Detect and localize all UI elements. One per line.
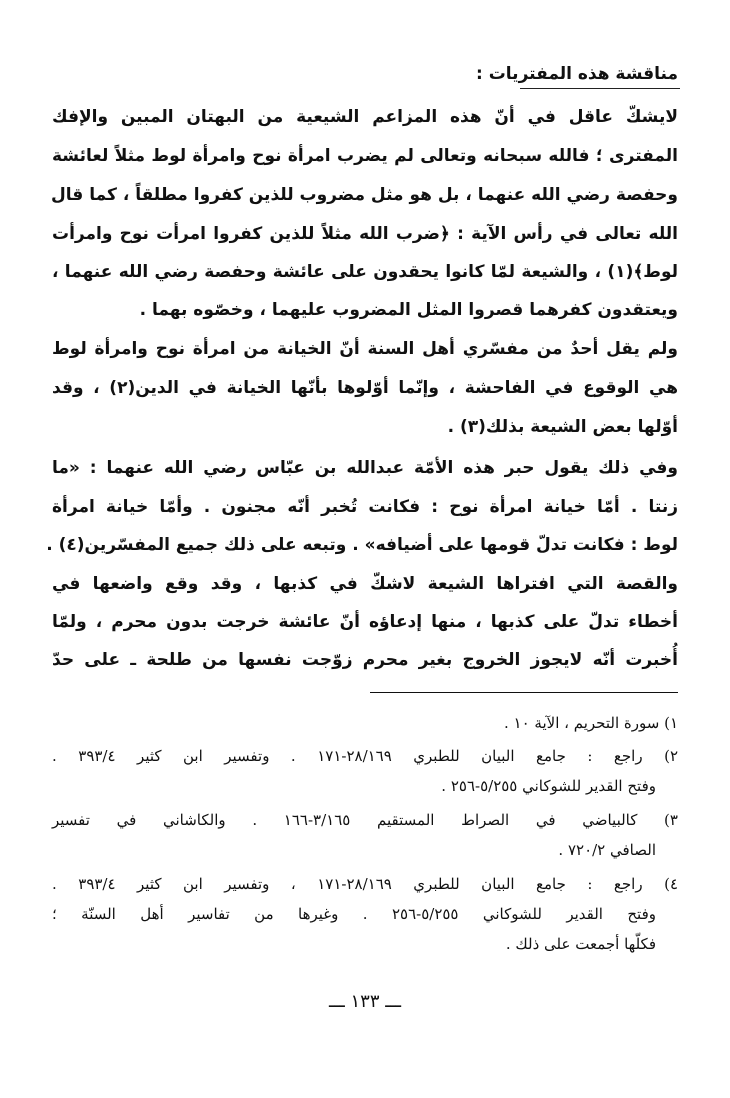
body-line: وفي ذلك يقول حبر هذه الأمّة عبدالله بن عبّاس رضي الله عنهما : «ما (52, 458, 678, 478)
body-line: أوّلها بعض الشيعة بذلك(٣) . (447, 417, 678, 437)
body-line: لوط﴾(١) ، والشيعة لمّا كانوا يحقدون على عائشة وحفصة رضي الله عنهما ، (52, 262, 678, 282)
footnote-separator (370, 692, 678, 693)
body-line: المفترى ؛ فالله سبحانه وتعالى لم يضرب امرأة نوح وامرأة لوط مثلاً لعائشة (52, 146, 678, 166)
body-line: أُخبرت أنّه لايجوز الخروج بغير محرم زوّجت نفسها من طلحة ـ على حدّ (52, 650, 678, 670)
body-line: وحفصة رضي الله عنهما ، بل هو مثل مضروب للذين كفروا مطلقاً ، كما قال (51, 185, 678, 205)
section-heading: مناقشة هذه المفتريات : (476, 64, 678, 84)
body-line: زنتا . أمّا خيانة امرأة نوح : فكانت تُخبر أنّه مجنون . وأمّا خيانة امرأة (52, 497, 678, 517)
body-line: لايشكّ عاقل في أنّ هذه المزاعم الشيعية من البهتان المبين والإفك (52, 107, 678, 127)
body-line: أخطاء تدلّ على كذبها ، منها إدعاؤه أنّ عائشة خرجت بدون محرم ، ولمّا (52, 612, 678, 632)
footnote: ٤) راجع : جامع البيان للطبري ٢٨/١٦٩-١٧١ ، وتفسير ابن كثير ٣٩٣/٤ . (52, 875, 678, 893)
footnote: ١) سورة التحريم ، الآية ١٠ . (503, 714, 678, 732)
body-line: ولم يقل أحدٌ من مفسّري أهل السنة أنّ الخيانة من امرأة نوح وامرأة لوط (52, 339, 678, 359)
footnote-continuation: وفتح القدير للشوكاني ٥/٢٥٥-٢٥٦ . (441, 777, 656, 795)
footnote-continuation: وفتح القدير للشوكاني ٥/٢٥٥-٢٥٦ . وغيرها من تفاسير أهل السنّة ؛ (52, 905, 656, 923)
footnote-continuation: فكلّها أجمعت على ذلك . (505, 935, 656, 953)
page-number: ـــ ١٣٣ ـــ (328, 991, 402, 1012)
footnote-continuation: الصافي ٧٢٠/٢ . (558, 841, 656, 859)
body-line: ويعتقدون كفرهما قصروا المثل المضروب عليهما ، وخصّوه بهما . (139, 300, 678, 320)
body-line: لوط : فكانت تدلّ قومها على أضيافه» . وتبعه على ذلك جميع المفسّرين(٤) . (46, 535, 678, 555)
body-line: هي الوقوع في الفاحشة ، وإنّما أوّلوها بأنّها الخيانة في الدين(٢) ، وقد (52, 378, 678, 398)
body-line: والقصة التي افتراها الشيعة لاشكّ في كذبها ، وقد وقع واضعها في (52, 574, 678, 594)
heading-underline (520, 88, 680, 89)
footnote: ٣) كالبياضي في الصراط المستقيم ٣/١٦٥-١٦٦ . والكاشاني في تفسير (52, 811, 678, 829)
body-line: الله تعالى في رأس الآية : ﴿ضرب الله مثلاً للذين كفروا امرأت نوح وامرأت (52, 224, 678, 244)
footnote: ٢) راجع : جامع البيان للطبري ٢٨/١٦٩-١٧١ . وتفسير ابن كثير ٣٩٣/٤ . (52, 747, 678, 765)
